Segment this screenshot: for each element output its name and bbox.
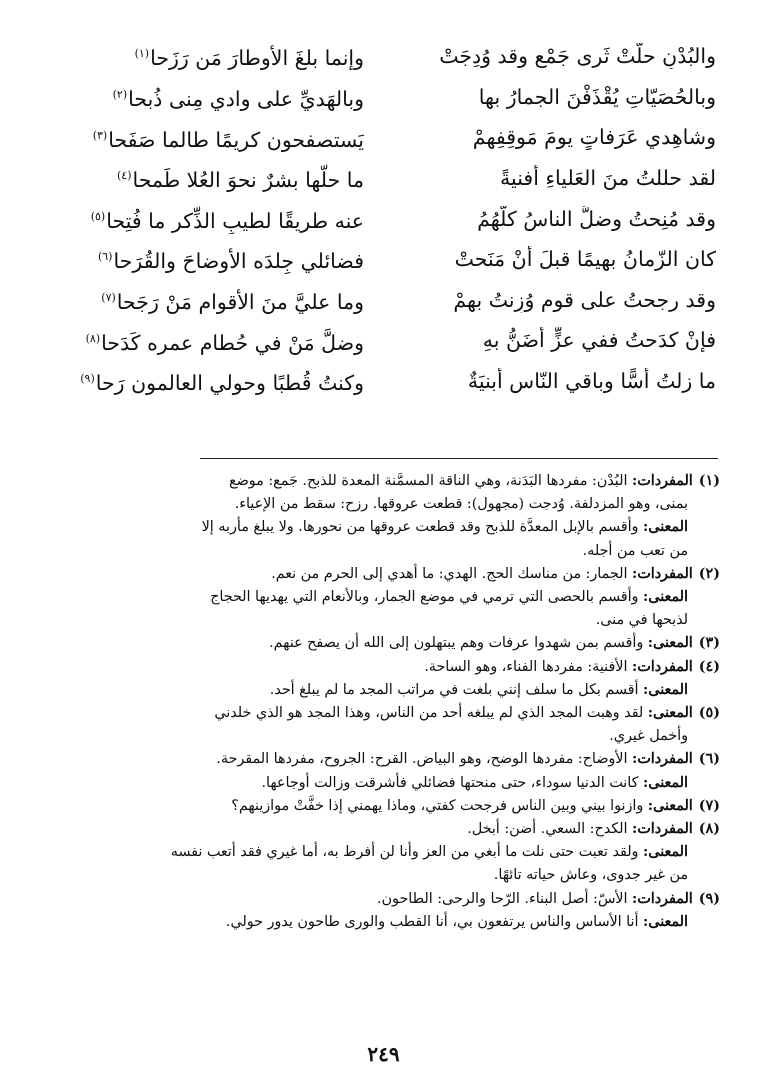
footnote [66, 470, 720, 563]
footnote-number: (٨) [698, 821, 720, 838]
verse-second-hemistich [64, 82, 364, 112]
footnote-label: المعنى: [647, 705, 693, 722]
footnote-label: المعنى: [643, 519, 688, 536]
footnote-text: الأوضاح: مفردها الوضح، وهو البياض. القرح: الجروح، مفردها المقرحة. [216, 751, 628, 768]
footnote-number: (٦) [698, 751, 720, 768]
footnote-number: (١) [698, 473, 720, 489]
footnote-number: (٩) [698, 890, 720, 907]
footnote-text: البُدْن: مفردها البَدَنة، وهي الناقة المسمَّنة المعدة للذبح. جَمع: موضع [229, 473, 628, 489]
footnote-text: الكدح: السعي. أضن: أبخل. [467, 821, 628, 838]
verse-first-hemistich: فإنْ كدَحتُ ففي عزٍّ أَضَنُّ بهِ [482, 328, 716, 353]
footnote-label: المعنى: [643, 681, 688, 698]
footnote-text: وأقسم بمن شهدوا عرفات وهم يبتهلون إلى الله أن يصفح عنهم. [269, 635, 644, 652]
footnote-text: أقسم بكل ما سلف إنني بلغت في مراتب المجد ما لم يبلغ أحد. [269, 681, 639, 698]
verse-second-text: ما حلّها بشرٌ نحوَ العُلا طَمحا [132, 167, 364, 192]
verse-first-hemistich: كان الزّمانُ بهيمًا قبلَ أنْ مَنَحتْ [454, 247, 716, 272]
verse-second-text: وكنتُ قُطبًا وحولي العالمون رَحا [95, 370, 364, 395]
verse-second-hemistich [64, 366, 364, 396]
footnote-number: (٣) [698, 635, 720, 652]
footnote-line [66, 609, 720, 632]
footnote-text: وازنوا بيني وبين الناس فرجحت كفتي، وماذا يهمني إذا خفَّتْ موازينهم؟ [231, 797, 644, 814]
verse [64, 320, 716, 361]
footnote-line [66, 748, 720, 771]
footnote-text: وأقسم بالحصى التي ترمي في موضع الجمار، وبالأنعام التي يهديها الحجاج [210, 589, 639, 606]
footnote-separator [200, 458, 718, 459]
verse-second-hemistich [64, 123, 364, 153]
verse-first-hemistich: والبُدْنِ حلّتْ ثَرى جَمْعٍ وقد وُدِجَتْ [439, 44, 716, 69]
footnote-reference: (٨) [85, 331, 101, 345]
footnote-reference: (٥) [90, 209, 106, 223]
footnote-label: المعنى: [643, 774, 688, 791]
footnote [66, 818, 720, 888]
footnote-text: لقد وهبت المجد الذي لم يبلغه أحد من الناس، وهذا المجد هو الذي خلدني [214, 705, 644, 722]
footnote-line [66, 772, 720, 795]
footnote-text: كانت الدنيا سوداء، حتى منحتها فضائلي فأشرقت وزالت أوجاعها. [261, 774, 639, 791]
verse-second-text: وبالهَديِّ على وادي مِنى ذُبحا [128, 86, 364, 111]
verse [64, 77, 716, 118]
verse [64, 158, 716, 199]
verse-first-hemistich: ما زلتُ أُسًّا وباقي النّاسِ أبنيَةٌ [467, 369, 716, 394]
verse-second-hemistich [64, 285, 364, 315]
footnote-line [66, 656, 720, 679]
footnote [66, 632, 720, 655]
footnote-text: الأفنية: مفردها الفناء، وهو الساحة. [424, 658, 628, 675]
footnote-text: من تعب من أجله. [582, 542, 688, 559]
footnote-line [66, 864, 720, 887]
footnote-text: الجمار: من مناسك الحج. الهدي: ما أهدي إلى الحرم من نعم. [271, 565, 628, 582]
footnote-text: وأقسم بالإبل المعدَّة للذبح وقد قطعت عروقها من نحورها. ولا يبلغ مأربه إلا [201, 519, 639, 536]
verse-second-text: وإنما بلغَ الأوطارَ مَن رَزَحا [150, 46, 364, 71]
footnote-number: (٢) [698, 565, 720, 582]
footnote-reference: (٧) [101, 290, 116, 304]
verse-second-hemistich [64, 163, 364, 193]
verse [64, 361, 716, 402]
footnote [66, 563, 720, 633]
verse-second-hemistich [64, 204, 364, 234]
verse-second-text: وضلَّ مَنْ في حُطامِ عمرِه كَدَحا [101, 330, 364, 355]
verse-first-hemistich: وشاهِدي عَرَفاتٍ يومَ مَوقِفِهِمْ [472, 125, 716, 150]
footnote-line [66, 818, 720, 841]
page-number: ٢٤٩ [367, 1042, 400, 1066]
footnote-reference: (٤) [116, 169, 132, 183]
footnote-label: المفردات: [631, 821, 693, 838]
footnote [66, 656, 720, 702]
footnote-label: المعنى: [647, 635, 693, 652]
footnote-text: أنا الأساس والناس يرتفعون بي، أنا القطب والورى طاحون يدور حولي. [225, 913, 639, 930]
footnote-label: المعنى: [643, 913, 688, 930]
verse-first-hemistich: وقد مُنِحتُ وضلَّ الناسُ كلُّهُمُ [477, 206, 716, 231]
footnote [66, 702, 720, 748]
footnote-line [66, 516, 720, 539]
verse [64, 198, 716, 239]
verse-second-hemistich [64, 244, 364, 274]
footnote-text: من غير جدوى، وعاش حياته تائهًا. [493, 867, 688, 884]
verse-second-text: فضائلي جِلدَه الأوضاحَ والقُرَحا [113, 249, 364, 274]
footnote-label: المعنى: [643, 844, 688, 861]
verse [64, 36, 716, 77]
footnote-number: (٥) [698, 705, 720, 722]
footnote-reference: (٩) [80, 372, 95, 386]
footnote-label: المفردات: [631, 473, 693, 489]
footnote-line [66, 841, 720, 864]
verse-first-hemistich: لقد حللتُ منَ العَلياءِ أفنيةً [500, 166, 716, 191]
footnote-reference: (٢) [112, 87, 128, 101]
footnote-label: المعنى: [647, 797, 693, 814]
footnote-label: المفردات: [631, 658, 693, 675]
footnote-line [66, 795, 720, 818]
poem [64, 36, 716, 401]
verse [64, 239, 716, 280]
verse-second-hemistich [64, 41, 364, 71]
footnote-line [66, 632, 720, 655]
footnote-line [66, 493, 720, 516]
footnotes [66, 470, 720, 934]
footnote-label: المفردات: [631, 890, 693, 907]
verse-second-text: وما عليَّ منَ الأقوامِ مَنْ رَجَحا [116, 289, 364, 314]
verse-second-text: عنه طريقًا لطيبِ الذِّكر ما فُتِحا [106, 208, 364, 233]
footnote-reference: (٦) [97, 250, 113, 264]
verse [64, 117, 716, 158]
footnote-line [66, 911, 720, 934]
footnote [66, 888, 720, 934]
footnote-text: بمنى، وهو المزدلفة. وُدجت (مجهول): قطعت عروقها. رزح: سقط من الإعياء. [234, 496, 688, 513]
footnote-line [66, 888, 720, 911]
footnote-line [66, 586, 720, 609]
footnote-label: المفردات: [631, 751, 693, 768]
footnote [66, 748, 720, 794]
footnote-text: وأخمل غيري. [609, 728, 688, 745]
footnote-reference: (٣) [92, 128, 108, 142]
footnote-line [66, 725, 720, 748]
footnote-line [66, 540, 720, 563]
verse [64, 280, 716, 321]
verse-first-hemistich: وقد رجحتُ على قومٍ وُزِنتُ بهمْ [453, 287, 716, 312]
footnote-line [66, 470, 720, 493]
footnote-label: المعنى: [643, 589, 688, 606]
verse-first-hemistich: وبالحُصَيّاتِ يُقْذَفْنَ الجمارُ بها [478, 84, 716, 109]
footnote-label: المفردات: [631, 565, 693, 582]
footnote-text: لذبحها في منى. [595, 612, 688, 629]
footnote-line [66, 702, 720, 725]
footnote-number: (٧) [698, 797, 720, 814]
footnote-text: الأسّ: أصل البناء. الرّحا والرحى: الطاحون. [377, 890, 628, 907]
footnote [66, 795, 720, 818]
footnote-text: ولقد تعبت حتى نلت ما أبغي من العز وأنا لن أفرط به، أما غيري فقد أتعب نفسه [170, 844, 639, 861]
footnote-reference: (١) [134, 47, 150, 61]
footnote-line [66, 563, 720, 586]
verse-second-text: يَستصفحون كريمًا طالما صَفَحا [108, 127, 364, 152]
verse-second-hemistich [64, 326, 364, 356]
footnote-line [66, 679, 720, 702]
footnote-number: (٤) [698, 658, 720, 675]
